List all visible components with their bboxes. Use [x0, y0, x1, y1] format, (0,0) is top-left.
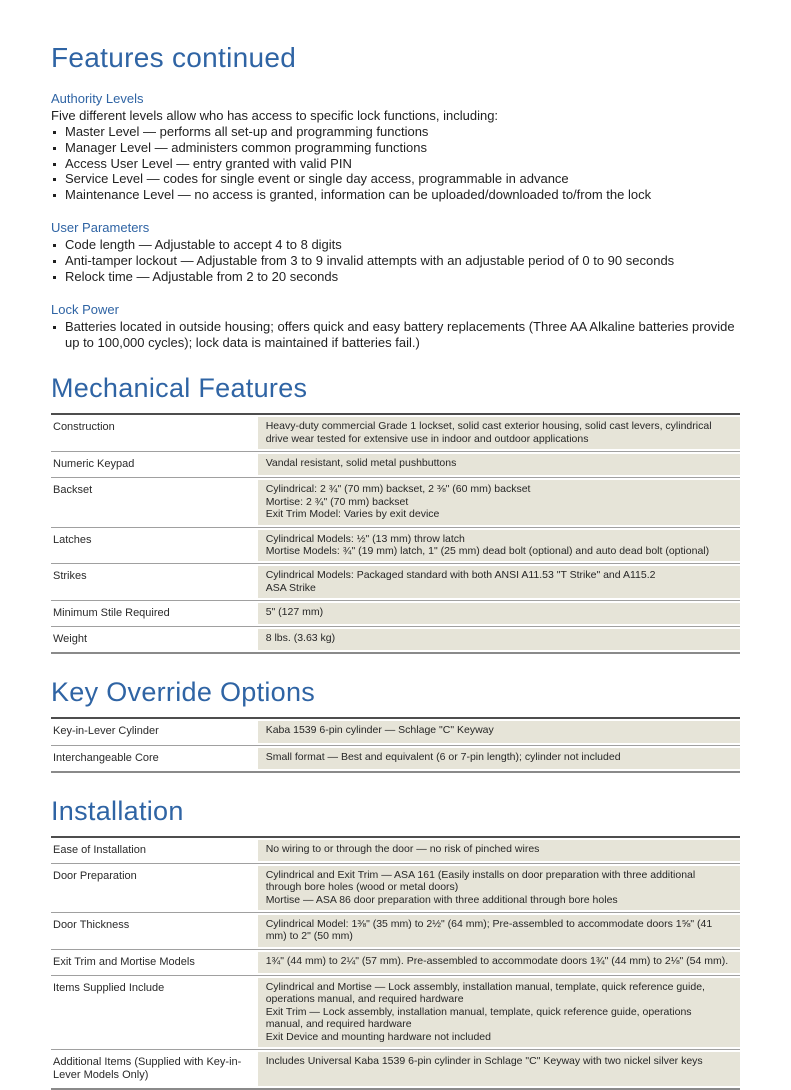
value-line: Exit Trim — Lock assembly, installation manual, template, quick reference guide, operations manual, and required hardware	[265, 1005, 692, 1031]
feature-subsection	[51, 220, 740, 285]
bullet-text: Access User Level — entry granted with valid PIN	[65, 155, 352, 171]
table-row	[51, 600, 740, 626]
bullet-text: Batteries located in outside housing; offers quick and easy battery replacements (Three AA Alkaline batteries provide up to 100,000 cycles); lock data is maintained if batteries fail.)	[65, 318, 735, 350]
row-label: Ease of Installation	[53, 843, 146, 856]
row-value	[258, 1052, 740, 1086]
bullet-item	[51, 319, 740, 351]
row-value	[258, 866, 740, 910]
bullet-item	[51, 237, 740, 253]
bullet-item	[51, 124, 740, 140]
value-line: Cylindrical Models: Packaged standard with both ANSI A11.53 "T Strike" and A115.2	[265, 569, 656, 582]
value-line: Mortise Models: ¾" (19 mm) latch, 1" (25 mm) dead bolt (optional) and auto dead bolt (optional)	[265, 544, 710, 557]
value-line: Cylindrical Models: ½" (13 mm) throw latch	[265, 532, 465, 545]
bullet-item	[51, 253, 740, 269]
row-label: Interchangeable Core	[53, 751, 159, 764]
row-value	[258, 840, 740, 861]
row-label: Additional Items (Supplied with Key-in-Lever Models Only)	[53, 1055, 242, 1082]
value-line: Mortise — ASA 86 door preparation with three additional through bore holes	[265, 893, 618, 906]
value-line: 1¾" (44 mm) to 2¼" (57 mm). Pre-assembled to accommodate doors 1¾" (44 mm) to 2⅛" (54 mm).	[265, 954, 729, 967]
value-lines	[266, 483, 730, 520]
row-value	[258, 629, 740, 650]
value-lines	[266, 457, 730, 469]
row-value	[258, 417, 740, 449]
section-title: Key Override Options	[51, 677, 316, 708]
value-lines	[266, 981, 730, 1043]
bullet-item	[51, 187, 740, 203]
bullet-icon	[53, 147, 56, 150]
row-value	[258, 978, 740, 1047]
subsection-heading: Authority Levels	[51, 91, 144, 106]
bullet-text: Code length — Adjustable to accept 4 to 8 digits	[65, 237, 342, 253]
section-title: Installation	[51, 795, 184, 826]
value-line: Kaba 1539 6-pin cylinder — Schlage "C" Keyway	[265, 724, 494, 737]
spec-table-rows	[51, 838, 740, 1089]
bullet-list	[51, 319, 740, 351]
bullet-icon	[53, 276, 56, 279]
value-lines	[266, 751, 730, 763]
spec-table-rows	[51, 415, 740, 652]
table-row	[51, 912, 740, 949]
value-lines	[266, 632, 730, 644]
table-row	[51, 863, 740, 912]
spec-sections	[51, 373, 740, 1090]
row-label: Latches	[53, 533, 92, 546]
row-label: Exit Trim and Mortise Models	[53, 955, 195, 968]
bullet-text: Anti-tamper lockout — Adjustable from 3 to 9 invalid attempts with an adjustable period of 0 to 90 seconds	[65, 253, 675, 269]
row-value	[258, 530, 740, 562]
value-line: 5" (127 mm)	[265, 606, 324, 619]
spec-table-rows	[51, 719, 740, 770]
bullet-icon	[53, 326, 56, 329]
row-value	[258, 748, 740, 769]
table-row	[51, 1049, 740, 1088]
bullet-text: Service Level — codes for single event or single day access, programmable in advance	[65, 171, 569, 187]
bullet-text: Maintenance Level — no access is granted, information can be uploaded/downloaded to/from the lock	[65, 187, 652, 203]
value-lines	[266, 724, 730, 736]
value-line: Mortise: 2 ¾" (70 mm) backset	[265, 495, 409, 508]
value-lines	[266, 1055, 730, 1067]
value-lines	[266, 869, 730, 906]
row-value	[258, 952, 740, 973]
table-row	[51, 477, 740, 526]
row-label: Door Thickness	[53, 919, 130, 932]
bullet-text: Master Level — performs all set-up and programming functions	[65, 123, 429, 139]
spec-section	[51, 677, 740, 772]
row-value	[258, 915, 740, 947]
row-value	[258, 721, 740, 742]
bullet-item	[51, 156, 740, 172]
subsection-heading: Lock Power	[51, 301, 119, 317]
bullet-icon	[53, 244, 56, 247]
table-row	[51, 563, 740, 600]
spec-section	[51, 796, 740, 1090]
row-value	[258, 454, 740, 475]
value-line: No wiring to or through the door — no risk of pinched wires	[265, 842, 540, 855]
row-label: Backset	[53, 484, 93, 497]
table-row	[51, 626, 740, 652]
bullet-list	[51, 124, 740, 203]
bullet-icon	[53, 131, 56, 134]
row-value	[258, 603, 740, 624]
value-lines	[266, 420, 730, 445]
value-line: Cylindrical Model: 1⅜" (35 mm) to 2½" (64 mm); Pre-assembled to accommodate doors 1⅝" (41 mm) to 2" (50 mm)	[265, 918, 713, 943]
spec-table	[51, 836, 740, 1090]
spec-table	[51, 717, 740, 772]
value-lines	[266, 569, 730, 594]
bullet-icon	[53, 178, 56, 181]
row-label: Strikes	[53, 570, 87, 583]
row-value	[258, 566, 740, 598]
table-row	[51, 745, 740, 771]
bullet-icon	[53, 194, 56, 197]
bullet-icon	[53, 163, 56, 166]
section-title: Mechanical Features	[51, 373, 308, 404]
value-lines	[266, 955, 730, 967]
value-line: Exit Trim Model: Varies by exit device	[265, 508, 440, 521]
bullet-text: Relock time — Adjustable from 2 to 20 seconds	[65, 268, 339, 284]
value-lines	[266, 606, 730, 618]
feature-subsection	[51, 91, 740, 203]
row-label: Construction	[53, 421, 115, 434]
value-line: ASA Strike	[265, 581, 316, 594]
value-line: Cylindrical and Exit Trim — ASA 161 (Easily installs on door preparation with three additional through bore holes (wood or metal doors)	[265, 868, 696, 894]
value-lines	[266, 533, 730, 558]
bullet-text: Manager Level — administers common programming functions	[65, 139, 427, 155]
table-row	[51, 949, 740, 975]
subsection-intro: Five different levels allow who has access to specific lock functions, including:	[51, 108, 499, 123]
value-line: Includes Universal Kaba 1539 6-pin cylinder in Schlage "C" Keyway with two nickel silver keys	[265, 1054, 703, 1067]
bullet-item	[51, 171, 740, 187]
row-label: Items Supplied Include	[53, 982, 165, 995]
value-line: Heavy-duty commercial Grade 1 lockset, solid cast exterior housing, solid cast levers, cylindrical drive wear tested for extensive use in indoor and outdoor applications	[265, 420, 712, 445]
subsection-heading: User Parameters	[51, 220, 150, 236]
spec-section	[51, 373, 740, 654]
feature-subsection	[51, 302, 740, 351]
bullet-list	[51, 237, 740, 285]
bullet-icon	[53, 260, 56, 263]
features-subsections	[51, 91, 740, 350]
table-row	[51, 838, 740, 863]
row-label: Key-in-Lever Cylinder	[53, 725, 159, 738]
row-label: Weight	[53, 633, 88, 646]
value-line: 8 lbs. (3.63 kg)	[265, 632, 336, 645]
value-line: Cylindrical and Mortise — Lock assembly, installation manual, template, quick reference guide, operations manual, and required hardware	[265, 981, 705, 1006]
value-line: Small format — Best and equivalent (6 or 7-pin length); cylinder not included	[265, 750, 621, 763]
table-row	[51, 527, 740, 564]
row-label: Minimum Stile Required	[53, 607, 170, 620]
table-row	[51, 719, 740, 744]
value-lines	[266, 843, 730, 855]
value-lines	[266, 918, 730, 943]
table-row	[51, 975, 740, 1049]
row-label: Numeric Keypad	[53, 458, 135, 471]
row-value	[258, 480, 740, 524]
value-line: Exit Device and mounting hardware not included	[265, 1030, 491, 1043]
table-row	[51, 451, 740, 477]
bullet-item	[51, 269, 740, 285]
value-line: Vandal resistant, solid metal pushbuttons	[265, 457, 457, 470]
bullet-item	[51, 140, 740, 156]
value-line: Cylindrical: 2 ¾" (70 mm) backset, 2 ⅜" (60 mm) backset	[265, 483, 531, 496]
spec-table	[51, 413, 740, 654]
row-label: Door Preparation	[53, 869, 137, 882]
table-row	[51, 415, 740, 451]
page-title: Features continued	[51, 42, 297, 73]
